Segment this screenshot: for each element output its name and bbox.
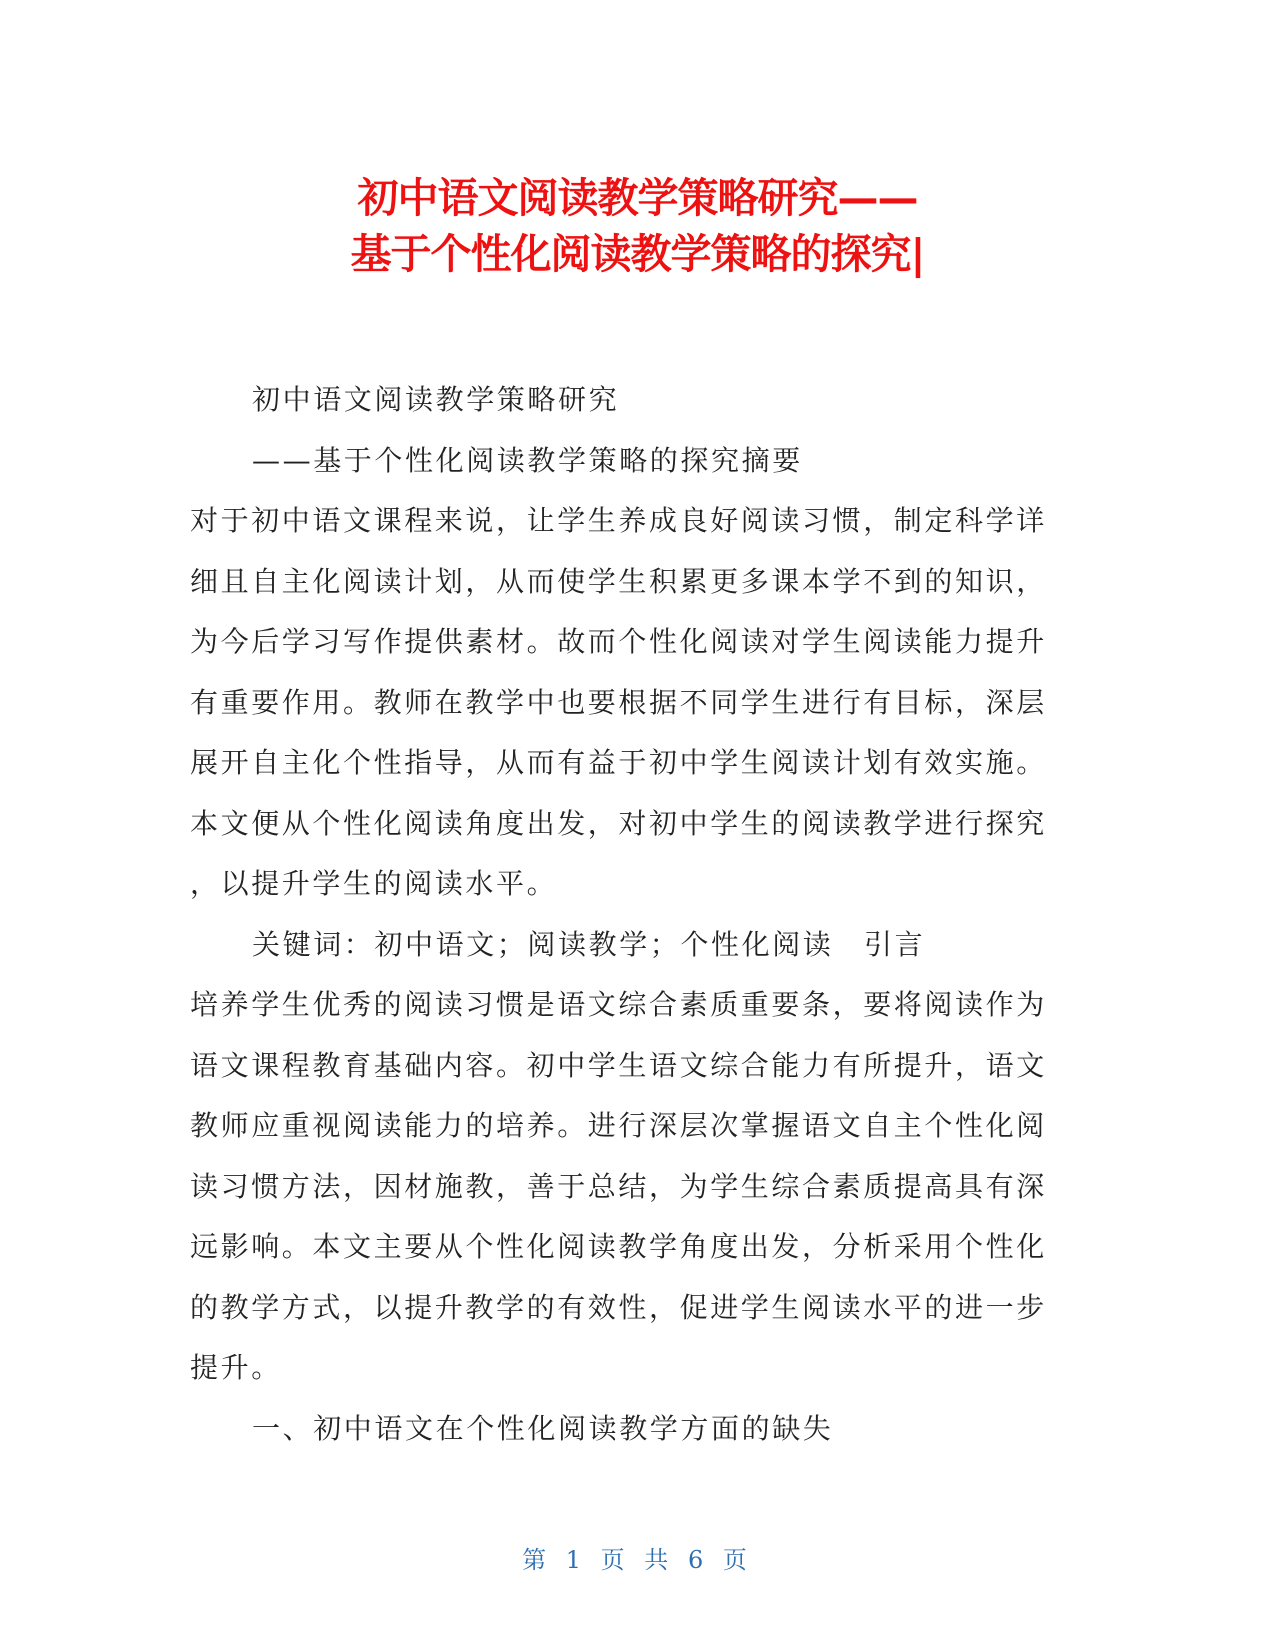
abstract-line: 为今后学习写作提供素材。故而个性化阅读对学生阅读能力提升 (190, 625, 1047, 658)
abstract-line: 本文便从个性化阅读角度出发，对初中学生的阅读教学进行探究 (190, 806, 1047, 840)
intro-line: 的教学方式，以提升教学的有效性，促进学生阅读水平的进一步 (190, 1290, 1047, 1324)
abstract-line: 有重要作用。教师在教学中也要根据不同学生进行有目标，深层 (190, 685, 1047, 719)
abstract-line: ，以提升学生的阅读水平。 (190, 867, 558, 900)
page-number-footer: 第 1 页 共 6 页 (522, 1546, 753, 1574)
document-body (190, 370, 1075, 1459)
abstract-line: 细且自主化阅读计划，从而使学生积累更多课本学不到的知识， (190, 564, 1047, 598)
intro-line: 培养学生优秀的阅读习惯是语文综合素质重要条，要将阅读作为 (190, 988, 1047, 1021)
intro-line: 读习惯方法，因材施教，善于总结，为学生综合素质提高具有深 (190, 1169, 1047, 1203)
intro-line: 提升。 (190, 1351, 282, 1384)
abstract-line: 对于初中语文课程来说，让学生养成良好阅读习惯，制定科学详 (190, 504, 1047, 537)
abstract-line: 展开自主化个性指导，从而有益于初中学生阅读计划有效实施。 (190, 746, 1047, 779)
keywords-line: 关键词：初中语文；阅读教学；个性化阅读 引言 (252, 927, 926, 961)
document-title-line-1: 初中语文阅读教学策略研究—— (357, 174, 918, 222)
heading-paper-title: 初中语文阅读教学策略研究 (252, 383, 620, 416)
intro-line: 语文课程教育基础内容。初中学生语文综合能力有所提升，语文 (190, 1048, 1047, 1082)
heading-paper-subtitle: ——基于个性化阅读教学策略的探究摘要 (252, 443, 803, 477)
document-title-line-2: 基于个性化阅读教学策略的探究| (350, 230, 925, 278)
intro-line: 远影响。本文主要从个性化阅读教学角度出发，分析采用个性化 (190, 1230, 1047, 1263)
section-heading-1: 一、初中语文在个性化阅读教学方面的缺失 (252, 1411, 834, 1445)
intro-line: 教师应重视阅读能力的培养。进行深层次掌握语文自主个性化阅 (190, 1109, 1047, 1142)
